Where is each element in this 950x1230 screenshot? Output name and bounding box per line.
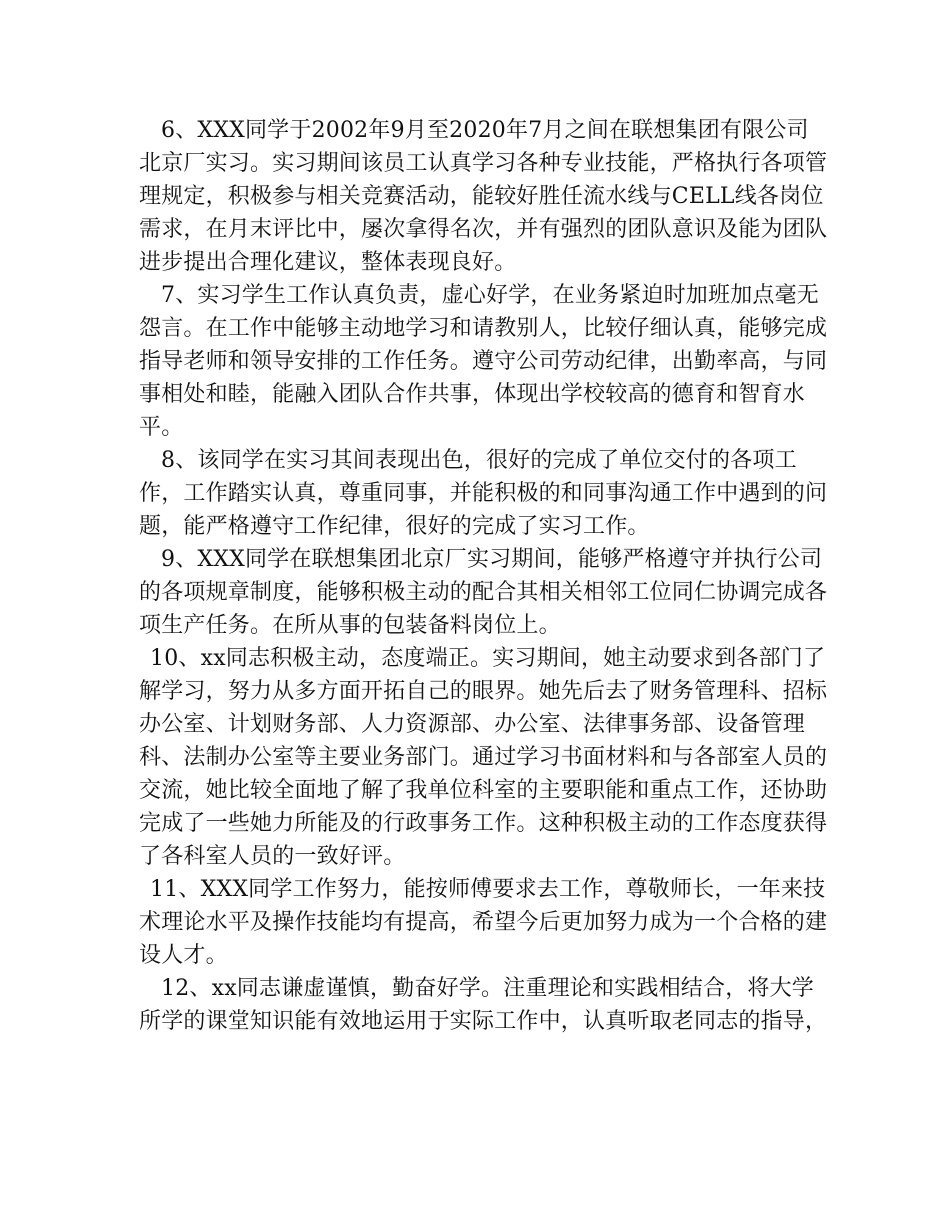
paragraph-12: 12、xx同志谦虚谨慎，勤奋好学。注重理论和实践相结合，将大学所学的课堂知识能有效地运用于实际工作中，认真听取老同志的指导， xyxy=(139,976,828,1034)
paragraph-8: 8、该同学在实习其间表现出色，很好的完成了单位交付的各项工作，工作踏实认真，尊重同事，并能积极的和同事沟通工作中遇到的问题，能严格遵守工作纪律，很好的完成了实习工作。 xyxy=(139,448,828,539)
paragraph-11: 11、XXX同学工作努力，能按师傅要求去工作，尊敬师长，一年来技术理论水平及操作技能均有提高，希望今后更加努力成为一个合格的建设人才。 xyxy=(139,877,828,968)
paragraph-7: 7、实习学生工作认真负责，虚心好学，在业务紧迫时加班加点毫无怨言。在工作中能够主动地学习和请教别人，比较仔细认真，能够完成指导老师和领导安排的工作任务。遵守公司劳动纪律，出勤率高，与同事相处和睦，能融入团队合作共事，体现出学校较高的德育和智育水平。 xyxy=(139,283,828,440)
paragraph-9: 9、XXX同学在联想集团北京厂实习期间，能够严格遵守并执行公司的各项规章制度，能够积极主动的配合其相关相邻工位同仁协调完成各项生产任务。在所从事的包装备料岗位上。 xyxy=(139,547,828,638)
paragraph-10: 10、xx同志积极主动，态度端正。实习期间，她主动要求到各部门了解学习，努力从多方面开拓自己的眼界。她先后去了财务管理科、招标办公室、计划财务部、人力资源部、办公室、法律事务部、设备管理科、法制办公室等主要业务部门。通过学习书面材料和与各部室人员的交流，她比较全面地了解了我单位科室的主要职能和重点工作，还协助完成了一些她力所能及的行政事务工作。这种积极主动的工作态度获得了各科室人员的一致好评。 xyxy=(139,646,828,869)
paragraph-6: 6、XXX同学于2002年9月至2020年7月之间在联想集团有限公司北京厂实习。实习期间该员工认真学习各种专业技能，严格执行各项管理规定，积极参与相关竞赛活动，能较好胜任流水线与CELL线各岗位需求，在月末评比中，屡次拿得名次，并有强烈的团队意识及能为团队进步提出合理化建议，整体表现良好。 xyxy=(139,118,828,275)
document-body xyxy=(139,114,829,1038)
